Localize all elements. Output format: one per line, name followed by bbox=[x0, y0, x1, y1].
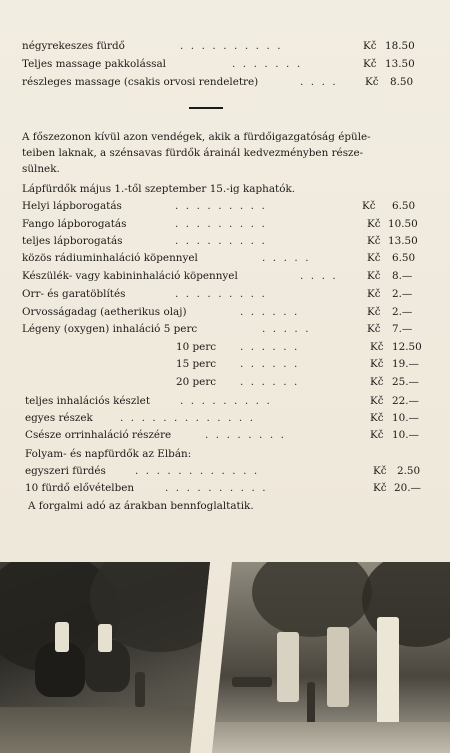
section-divider bbox=[189, 107, 223, 109]
currency: Kč bbox=[365, 76, 379, 88]
photo-strip bbox=[0, 562, 450, 753]
leader-dots: . . . . . . . . . . . . . bbox=[120, 412, 254, 424]
price-row bbox=[0, 268, 450, 284]
currency: Kč bbox=[373, 482, 387, 494]
price-row bbox=[0, 233, 450, 249]
row-label: közös rádiuminhaláció köpennyel bbox=[22, 252, 198, 264]
row-label: teljes lápborogatás bbox=[22, 235, 123, 247]
ground bbox=[0, 707, 200, 753]
price: 8.50 bbox=[390, 76, 414, 88]
price-row bbox=[0, 304, 450, 320]
currency: Kč bbox=[363, 58, 377, 70]
price: 10.50 bbox=[388, 218, 418, 230]
price: 20.— bbox=[394, 482, 421, 494]
row-label: 15 perc bbox=[176, 358, 217, 370]
price-row bbox=[0, 480, 450, 496]
price-row bbox=[0, 74, 450, 90]
leader-dots: . . . . . . bbox=[240, 341, 298, 353]
price-row bbox=[0, 216, 450, 232]
price-row bbox=[0, 356, 450, 372]
currency: Kč bbox=[370, 341, 384, 353]
leader-dots: . . . . bbox=[300, 76, 337, 88]
currency: Kč bbox=[370, 412, 384, 424]
row-label: Helyi lápborogatás bbox=[22, 200, 122, 212]
currency: Kč bbox=[367, 235, 381, 247]
row-label: négyrekeszes fürdő bbox=[22, 40, 125, 52]
leader-dots: . . . . . . . . . bbox=[175, 218, 266, 230]
footer-note: A forgalmi adó az árakban bennfoglaltatik. bbox=[28, 500, 254, 512]
price-row bbox=[0, 38, 450, 54]
price: 12.50 bbox=[392, 341, 422, 353]
row-label: Légeny (oxygen) inhaláció 5 perc bbox=[22, 323, 198, 335]
price-row bbox=[0, 339, 450, 355]
price-row bbox=[0, 393, 450, 409]
leader-dots: . . . . . . bbox=[240, 376, 298, 388]
currency: Kč bbox=[370, 376, 384, 388]
row-label: egyszeri fürdés bbox=[25, 465, 106, 477]
row-label: Orr- és garatöblítés bbox=[22, 288, 126, 300]
currency: Kč bbox=[373, 465, 387, 477]
leader-dots: . . . . . . bbox=[240, 358, 298, 370]
shooting-range-photo bbox=[212, 562, 450, 753]
row-label: 20 perc bbox=[176, 376, 217, 388]
leader-dots: . . . . . . . . . bbox=[175, 235, 266, 247]
row-label: Orvosságadag (aetherikus olaj) bbox=[22, 306, 187, 318]
price-row bbox=[0, 321, 450, 337]
price: 13.50 bbox=[388, 235, 418, 247]
row-label: Készülék- vagy kabininhaláció köpennyel bbox=[22, 270, 238, 282]
price: 8.— bbox=[392, 270, 413, 282]
currency: Kč bbox=[367, 270, 381, 282]
price: 25.— bbox=[392, 376, 419, 388]
currency: Kč bbox=[367, 306, 381, 318]
leader-dots: . . . . . . . . . . . . bbox=[135, 465, 258, 477]
price-row bbox=[0, 374, 450, 390]
lap-heading: Lápfürdők május 1.-től szeptember 15.-ig kaphatók. bbox=[22, 183, 296, 195]
currency: Kč bbox=[370, 358, 384, 370]
currency: Kč bbox=[367, 288, 381, 300]
row-label: Csésze orrinhaláció részére bbox=[25, 429, 172, 441]
currency: Kč bbox=[367, 218, 381, 230]
row-label: 10 fürdő elővételben bbox=[25, 482, 135, 494]
row-label: egyes részek bbox=[25, 412, 93, 424]
price: 10.— bbox=[392, 412, 419, 424]
info-paragraph bbox=[22, 129, 422, 177]
paragraph-line: sülnek. bbox=[22, 163, 60, 175]
currency: Kč bbox=[367, 252, 381, 264]
price-row bbox=[0, 250, 450, 266]
leader-dots: . . . . bbox=[300, 270, 337, 282]
paragraph-line: teiben laknak, a szénsavas fürdők árainál kedvezményben része- bbox=[22, 147, 364, 159]
leader-dots: . . . . . . . . . bbox=[175, 200, 266, 212]
currency: Kč bbox=[367, 323, 381, 335]
leader-dots: . . . . . . . . bbox=[205, 429, 285, 441]
price-row bbox=[0, 198, 450, 214]
price-row bbox=[0, 427, 450, 443]
row-label: részleges massage (csakis orvosi rendeletre) bbox=[22, 76, 259, 88]
row-label: 10 perc bbox=[176, 341, 217, 353]
currency: Kč bbox=[363, 40, 377, 52]
price-row bbox=[0, 286, 450, 302]
paragraph-line: A főszezonon kívül azon vendégek, akik a fürdőigazgatóság épüle- bbox=[22, 131, 371, 143]
price: 13.50 bbox=[385, 58, 415, 70]
currency: Kč bbox=[370, 429, 384, 441]
ground bbox=[212, 722, 450, 753]
price-row bbox=[0, 410, 450, 426]
river-heading: Folyam- és napfürdők az Elbán: bbox=[25, 448, 192, 460]
price: 2.50 bbox=[397, 465, 421, 477]
leader-dots: . . . . . bbox=[262, 323, 309, 335]
leader-dots: . . . . . . . . . . bbox=[180, 40, 281, 52]
row-label: Teljes massage pakkolással bbox=[22, 58, 167, 70]
price: 7.— bbox=[392, 323, 413, 335]
leader-dots: . . . . . . . bbox=[232, 58, 301, 70]
leader-dots: . . . . . bbox=[262, 252, 309, 264]
price: 2.— bbox=[392, 288, 413, 300]
price: 2.— bbox=[392, 306, 413, 318]
leader-dots: . . . . . . bbox=[240, 306, 298, 318]
price: 18.50 bbox=[385, 40, 415, 52]
price-row bbox=[0, 463, 450, 479]
price: 6.50 bbox=[392, 252, 416, 264]
leader-dots: . . . . . . . . . bbox=[180, 395, 271, 407]
leader-dots: . . . . . . . . . bbox=[175, 288, 266, 300]
price: 22.— bbox=[392, 395, 419, 407]
price: 6.50 bbox=[392, 200, 416, 212]
price: 19.— bbox=[392, 358, 419, 370]
currency: Kč bbox=[362, 200, 376, 212]
price: 10.— bbox=[392, 429, 419, 441]
row-label: teljes inhalációs készlet bbox=[25, 395, 151, 407]
horse-riding-photo bbox=[0, 562, 210, 753]
currency: Kč bbox=[370, 395, 384, 407]
leader-dots: . . . . . . . . . . bbox=[165, 482, 266, 494]
row-label: Fango lápborogatás bbox=[22, 218, 127, 230]
price-row bbox=[0, 56, 450, 72]
